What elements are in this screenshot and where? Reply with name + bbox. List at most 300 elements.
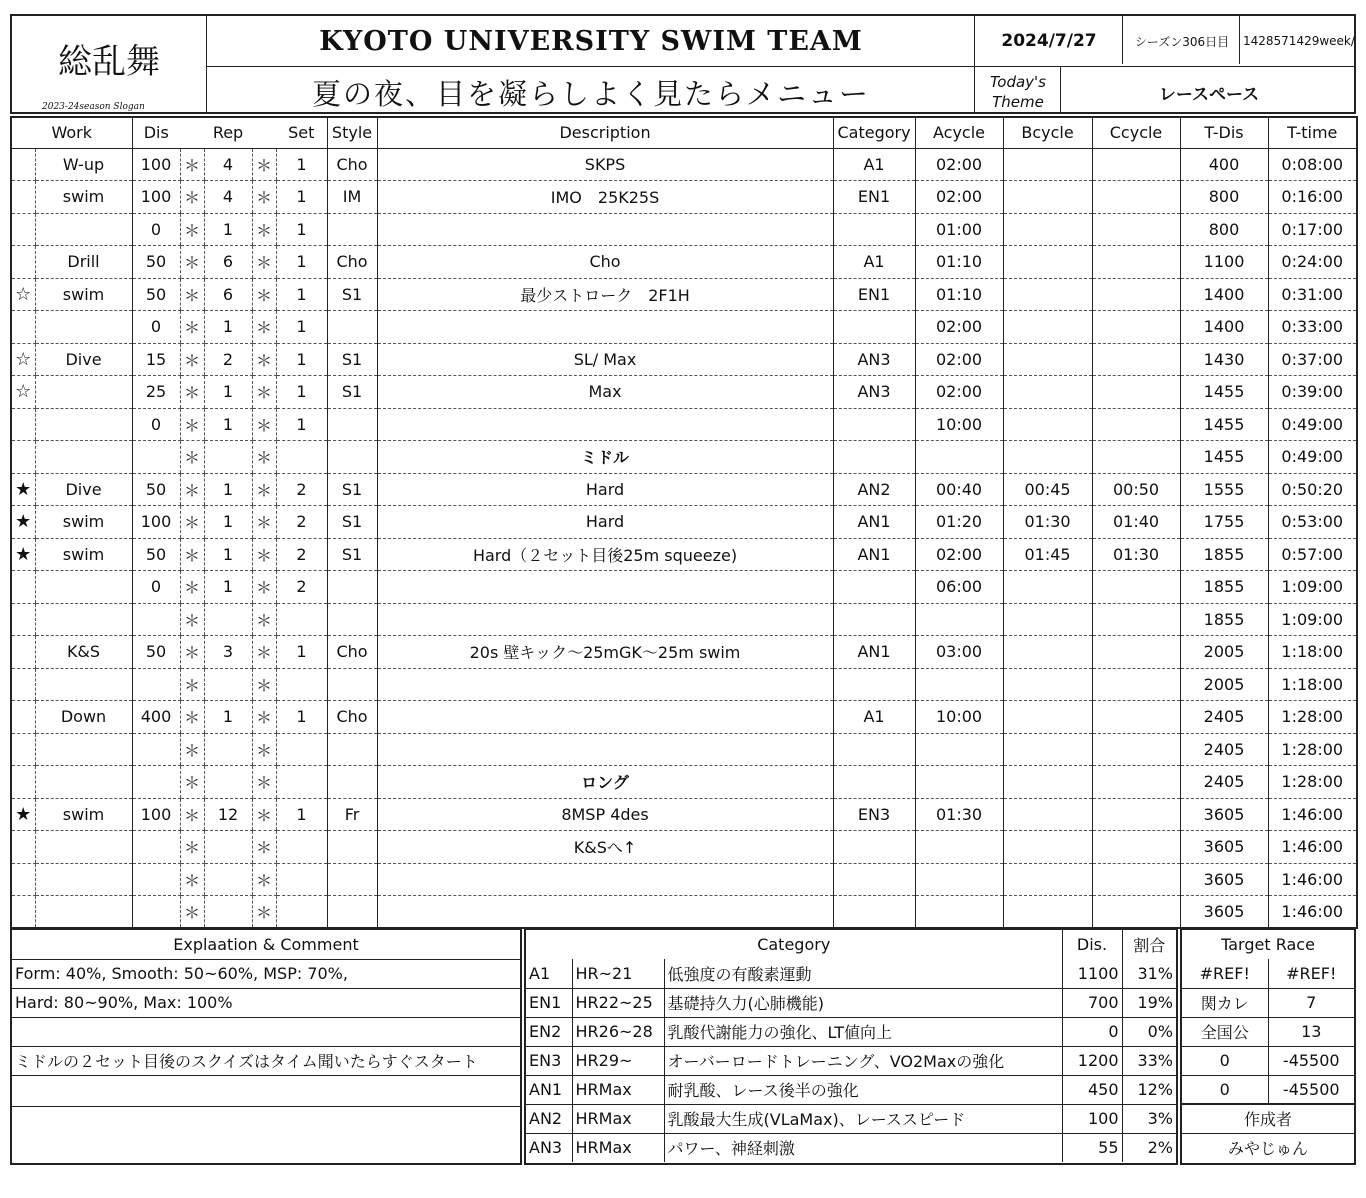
author-label: 作成者: [1182, 1104, 1354, 1133]
category-description: 耐乳酸、レース後半の強化: [664, 1075, 1062, 1104]
row-work: [35, 311, 132, 344]
col-category: Category: [833, 117, 915, 148]
table-row: [11, 766, 1357, 799]
row-dis: [132, 668, 180, 701]
row-acycle: 02:00: [915, 376, 1003, 409]
row-set: 1: [276, 148, 327, 181]
row-acycle: 01:10: [915, 278, 1003, 311]
row-mark: [11, 181, 35, 214]
row-total-time: 0:33:00: [1268, 311, 1357, 344]
col-dis: Dis: [132, 117, 180, 148]
table-row: [11, 831, 1357, 864]
row-acycle: 06:00: [915, 571, 1003, 604]
category-distance: 1200: [1062, 1046, 1122, 1075]
category-ratio: 0%: [1122, 1017, 1176, 1046]
col-rep: Rep: [204, 117, 252, 148]
row-style: Cho: [327, 246, 377, 279]
row-mark: ☆: [11, 376, 35, 409]
row-rep: 4: [204, 148, 252, 181]
row-total-distance: 1430: [1180, 343, 1268, 376]
row-acycle: [915, 896, 1003, 929]
row-work: Dive: [35, 343, 132, 376]
row-total-distance: 2405: [1180, 701, 1268, 734]
row-work: swim: [35, 798, 132, 831]
row-rep: 6: [204, 246, 252, 279]
category-row: [526, 1104, 1176, 1133]
row-bcycle: 01:45: [1003, 538, 1092, 571]
row-category: AN1: [833, 636, 915, 669]
row-times-sign: ＊: [180, 246, 204, 279]
category-description: 乳酸代謝能力の強化、LT値向上: [664, 1017, 1062, 1046]
row-category: [833, 571, 915, 604]
category-distance: 55: [1062, 1133, 1122, 1162]
row-bcycle: [1003, 603, 1092, 636]
race-value: -45500: [1268, 1046, 1354, 1075]
category-distance: 100: [1062, 1104, 1122, 1133]
row-acycle: 10:00: [915, 408, 1003, 441]
row-total-distance: 1755: [1180, 506, 1268, 539]
slogan-caption: 2023-24season Slogan: [42, 102, 145, 112]
row-total-time: 1:46:00: [1268, 896, 1357, 929]
row-category: A1: [833, 246, 915, 279]
row-description: Hard: [377, 473, 833, 506]
row-times-sign: ＊: [180, 636, 204, 669]
row-mark: [11, 311, 35, 344]
row-set: 1: [276, 246, 327, 279]
row-times-sign: ＊: [252, 441, 276, 474]
row-total-distance: 800: [1180, 213, 1268, 246]
row-bcycle: [1003, 831, 1092, 864]
comment-title: Explaation & Comment: [12, 930, 520, 959]
row-description: [377, 668, 833, 701]
category-row: [526, 1075, 1176, 1104]
category-description: 基礎持久力(心肺機能): [664, 988, 1062, 1017]
row-ccycle: [1092, 376, 1180, 409]
row-style: [327, 733, 377, 766]
row-dis: 0: [132, 571, 180, 604]
row-total-distance: 1100: [1180, 246, 1268, 279]
row-total-distance: 1855: [1180, 538, 1268, 571]
row-dis: 15: [132, 343, 180, 376]
row-ccycle: [1092, 798, 1180, 831]
category-code: EN2: [526, 1017, 572, 1046]
row-total-time: 1:18:00: [1268, 668, 1357, 701]
row-rep: 1: [204, 538, 252, 571]
row-total-distance: 1400: [1180, 278, 1268, 311]
row-times-sign: ＊: [180, 408, 204, 441]
table-row: [11, 408, 1357, 441]
row-description: SL/ Max: [377, 343, 833, 376]
race-name: 関カレ: [1182, 988, 1268, 1017]
col-tdis: T-Dis: [1180, 117, 1268, 148]
row-times-sign: ＊: [252, 571, 276, 604]
table-row: [11, 311, 1357, 344]
row-mark: [11, 213, 35, 246]
category-hr: HRMax: [572, 1133, 664, 1162]
table-row: [11, 181, 1357, 214]
row-style: [327, 441, 377, 474]
author-name: みやじゅん: [1228, 1139, 1309, 1159]
row-total-distance: 1455: [1180, 441, 1268, 474]
table-row: [11, 701, 1357, 734]
row-times-sign: ＊: [180, 798, 204, 831]
row-times-sign: ＊: [252, 636, 276, 669]
row-acycle: 01:00: [915, 213, 1003, 246]
row-total-time: 0:53:00: [1268, 506, 1357, 539]
row-ccycle: [1092, 571, 1180, 604]
row-rep: 4: [204, 181, 252, 214]
row-times-sign: ＊: [180, 538, 204, 571]
row-mark: [11, 408, 35, 441]
row-total-time: 0:37:00: [1268, 343, 1357, 376]
row-rep: 12: [204, 798, 252, 831]
category-ratio: 2%: [1122, 1133, 1176, 1162]
row-times-sign: ＊: [252, 278, 276, 311]
category-ratio: 33%: [1122, 1046, 1176, 1075]
row-category: [833, 766, 915, 799]
comment-line: [12, 1075, 520, 1106]
row-dis: 0: [132, 408, 180, 441]
row-category: EN3: [833, 798, 915, 831]
row-acycle: 01:30: [915, 798, 1003, 831]
row-dis: [132, 733, 180, 766]
row-description: Hard（２セット目後25m squeeze): [377, 538, 833, 571]
row-ccycle: [1092, 343, 1180, 376]
race-value: -45500: [1268, 1075, 1354, 1104]
row-work: [35, 408, 132, 441]
table-row: [11, 668, 1357, 701]
row-acycle: 02:00: [915, 343, 1003, 376]
comment-line: [12, 1106, 520, 1135]
row-mark: [11, 571, 35, 604]
row-dis: 100: [132, 181, 180, 214]
row-category: A1: [833, 148, 915, 181]
category-hr: HR~21: [572, 959, 664, 988]
row-total-distance: 1855: [1180, 603, 1268, 636]
table-row: [11, 441, 1357, 474]
row-times-sign: ＊: [180, 603, 204, 636]
row-bcycle: [1003, 571, 1092, 604]
row-work: Dive: [35, 473, 132, 506]
row-set: 2: [276, 571, 327, 604]
divider: [1122, 16, 1123, 64]
row-category: AN1: [833, 538, 915, 571]
row-set: [276, 766, 327, 799]
category-hr: HR22~25: [572, 988, 664, 1017]
row-times-sign: ＊: [252, 246, 276, 279]
row-style: Cho: [327, 636, 377, 669]
row-set: [276, 603, 327, 636]
row-total-time: 0:31:00: [1268, 278, 1357, 311]
row-times-sign: ＊: [180, 571, 204, 604]
category-hr: HR26~28: [572, 1017, 664, 1046]
row-times-sign: ＊: [252, 896, 276, 929]
row-set: [276, 441, 327, 474]
row-work: [35, 766, 132, 799]
table-row: [11, 473, 1357, 506]
menu-date: 2024/7/27: [1001, 31, 1097, 51]
row-description: ロング: [377, 766, 833, 799]
row-acycle: [915, 733, 1003, 766]
row-work: Drill: [35, 246, 132, 279]
row-rep: 1: [204, 311, 252, 344]
row-times-sign: ＊: [252, 473, 276, 506]
row-mark: [11, 831, 35, 864]
category-distance: 1100: [1062, 959, 1122, 988]
week-counter: 1428571429week/: [1243, 34, 1355, 48]
row-rep: 1: [204, 571, 252, 604]
row-rep: 1: [204, 408, 252, 441]
row-ccycle: [1092, 148, 1180, 181]
row-times-sign: ＊: [180, 766, 204, 799]
row-rep: [204, 831, 252, 864]
category-distance: 0: [1062, 1017, 1122, 1046]
row-set: 1: [276, 311, 327, 344]
row-category: [833, 863, 915, 896]
row-style: S1: [327, 506, 377, 539]
row-set: 1: [276, 408, 327, 441]
row-ccycle: [1092, 441, 1180, 474]
row-total-distance: 800: [1180, 181, 1268, 214]
row-work: [35, 603, 132, 636]
row-dis: 25: [132, 376, 180, 409]
table-row: [11, 603, 1357, 636]
row-total-distance: 1855: [1180, 571, 1268, 604]
row-acycle: 10:00: [915, 701, 1003, 734]
row-acycle: 02:00: [915, 181, 1003, 214]
row-mark: [11, 668, 35, 701]
row-total-distance: 1555: [1180, 473, 1268, 506]
row-style: [327, 408, 377, 441]
category-hr: HRMax: [572, 1075, 664, 1104]
row-category: [833, 311, 915, 344]
row-mark: [11, 246, 35, 279]
row-dis: [132, 896, 180, 929]
row-acycle: 03:00: [915, 636, 1003, 669]
row-style: [327, 311, 377, 344]
row-bcycle: [1003, 733, 1092, 766]
row-ccycle: [1092, 213, 1180, 246]
row-work: W-up: [35, 148, 132, 181]
divider: [206, 16, 207, 112]
theme-label: [976, 68, 1060, 116]
row-times-sign: ＊: [252, 148, 276, 181]
comment-line: ミドルの２セット目後のスクイズはタイム聞いたらすぐスタート: [12, 1046, 520, 1075]
row-style: IM: [327, 181, 377, 214]
row-work: [35, 896, 132, 929]
row-set: 1: [276, 278, 327, 311]
category-ratio: 19%: [1122, 988, 1176, 1017]
row-bcycle: [1003, 701, 1092, 734]
row-set: [276, 733, 327, 766]
row-total-distance: 3605: [1180, 896, 1268, 929]
row-total-distance: 1455: [1180, 408, 1268, 441]
row-set: [276, 863, 327, 896]
race-name: 0: [1182, 1046, 1268, 1075]
row-description: [377, 863, 833, 896]
category-code: AN1: [526, 1075, 572, 1104]
row-total-time: 0:50:20: [1268, 473, 1357, 506]
row-bcycle: 00:45: [1003, 473, 1092, 506]
row-bcycle: [1003, 668, 1092, 701]
comment-panel: [10, 928, 522, 1165]
row-mark: [11, 441, 35, 474]
category-code: A1: [526, 959, 572, 988]
category-distance: 700: [1062, 988, 1122, 1017]
row-category: [833, 831, 915, 864]
table-row: [11, 278, 1357, 311]
row-work: [35, 863, 132, 896]
row-dis: [132, 766, 180, 799]
comment-line: Hard: 80~90%, Max: 100%: [12, 988, 520, 1017]
row-description: Hard: [377, 506, 833, 539]
row-ccycle: [1092, 181, 1180, 214]
row-total-time: 0:39:00: [1268, 376, 1357, 409]
row-set: 1: [276, 213, 327, 246]
row-total-distance: 3605: [1180, 831, 1268, 864]
category-code: EN3: [526, 1046, 572, 1075]
row-total-time: 0:24:00: [1268, 246, 1357, 279]
row-style: Fr: [327, 798, 377, 831]
comment-table: [12, 930, 520, 1135]
row-rep: 1: [204, 506, 252, 539]
category-description: パワー、神経刺激: [664, 1133, 1062, 1162]
row-set: [276, 668, 327, 701]
row-work: [35, 441, 132, 474]
workout-rows: [11, 148, 1357, 928]
row-style: S1: [327, 538, 377, 571]
row-times-sign: ＊: [252, 831, 276, 864]
table-row: [11, 506, 1357, 539]
row-set: 2: [276, 538, 327, 571]
row-description: Cho: [377, 246, 833, 279]
row-times-sign: ＊: [180, 441, 204, 474]
category-hr: HR29~: [572, 1046, 664, 1075]
category-row: [526, 988, 1176, 1017]
row-description: IMO 25K25S: [377, 181, 833, 214]
row-style: [327, 896, 377, 929]
row-acycle: [915, 831, 1003, 864]
row-mark: ☆: [11, 278, 35, 311]
row-rep: [204, 863, 252, 896]
row-description: K&Sへ↑: [377, 831, 833, 864]
row-work: swim: [35, 538, 132, 571]
slogan: 総乱舞: [58, 41, 160, 82]
row-times-sign: ＊: [180, 863, 204, 896]
row-description: SKPS: [377, 148, 833, 181]
row-times-sign: ＊: [180, 473, 204, 506]
divider: [1239, 16, 1240, 64]
col-style: Style: [327, 117, 377, 148]
row-times-sign: ＊: [180, 733, 204, 766]
row-style: Cho: [327, 148, 377, 181]
row-times-sign: ＊: [252, 343, 276, 376]
row-dis: 0: [132, 213, 180, 246]
row-style: S1: [327, 376, 377, 409]
row-category: [833, 733, 915, 766]
row-category: AN2: [833, 473, 915, 506]
race-name: #REF!: [1182, 959, 1268, 988]
category-title: Category: [757, 935, 831, 954]
row-rep: [204, 733, 252, 766]
row-dis: 100: [132, 798, 180, 831]
row-bcycle: [1003, 408, 1092, 441]
row-work: [35, 831, 132, 864]
row-ccycle: 00:50: [1092, 473, 1180, 506]
row-bcycle: [1003, 896, 1092, 929]
row-times-sign: ＊: [252, 376, 276, 409]
table-row: [11, 896, 1357, 929]
row-bcycle: [1003, 636, 1092, 669]
row-times-sign: ＊: [180, 701, 204, 734]
row-total-time: 0:08:00: [1268, 148, 1357, 181]
table-row: [11, 636, 1357, 669]
col-set: Set: [276, 117, 327, 148]
row-dis: 50: [132, 473, 180, 506]
row-ccycle: [1092, 603, 1180, 636]
row-mark: [11, 896, 35, 929]
race-name: 0: [1219, 1079, 1230, 1099]
row-description: [377, 408, 833, 441]
row-acycle: 02:00: [915, 311, 1003, 344]
row-bcycle: [1003, 278, 1092, 311]
row-dis: 50: [132, 636, 180, 669]
row-times-sign: ＊: [180, 213, 204, 246]
row-category: [833, 668, 915, 701]
row-dis: 100: [132, 506, 180, 539]
row-style: [327, 831, 377, 864]
col-spacer: [180, 117, 204, 148]
row-bcycle: [1003, 863, 1092, 896]
row-bcycle: [1003, 181, 1092, 214]
row-category: A1: [833, 701, 915, 734]
row-times-sign: ＊: [180, 311, 204, 344]
row-dis: [132, 831, 180, 864]
row-dis: 50: [132, 538, 180, 571]
race-value: 7: [1268, 988, 1354, 1017]
row-set: 1: [276, 343, 327, 376]
row-total-time: 1:18:00: [1268, 636, 1357, 669]
row-times-sign: ＊: [252, 181, 276, 214]
row-category: [833, 896, 915, 929]
col-work: Work: [11, 117, 132, 148]
divider: [1060, 66, 1061, 112]
row-times-sign: ＊: [252, 766, 276, 799]
row-bcycle: [1003, 376, 1092, 409]
row-description: [377, 603, 833, 636]
row-ccycle: [1092, 311, 1180, 344]
menu-title: 夏の夜、目を凝らしよく見たらメニュー: [311, 76, 870, 111]
row-mark: [11, 636, 35, 669]
row-set: 1: [276, 376, 327, 409]
category-code: AN2: [526, 1104, 572, 1133]
row-total-time: 0:17:00: [1268, 213, 1357, 246]
target-race-row: [1182, 1075, 1354, 1104]
row-times-sign: ＊: [180, 506, 204, 539]
category-ratio: 3%: [1122, 1104, 1176, 1133]
row-times-sign: ＊: [252, 603, 276, 636]
row-description: [377, 733, 833, 766]
row-times-sign: ＊: [252, 668, 276, 701]
category-panel: [524, 928, 1178, 1165]
row-set: 1: [276, 181, 327, 214]
row-acycle: [915, 603, 1003, 636]
col-ccycle: Ccycle: [1092, 117, 1180, 148]
row-category: EN1: [833, 278, 915, 311]
target-race-rows: [1182, 959, 1354, 1104]
row-total-distance: 3605: [1180, 863, 1268, 896]
col-bcycle: Bcycle: [1003, 117, 1092, 148]
